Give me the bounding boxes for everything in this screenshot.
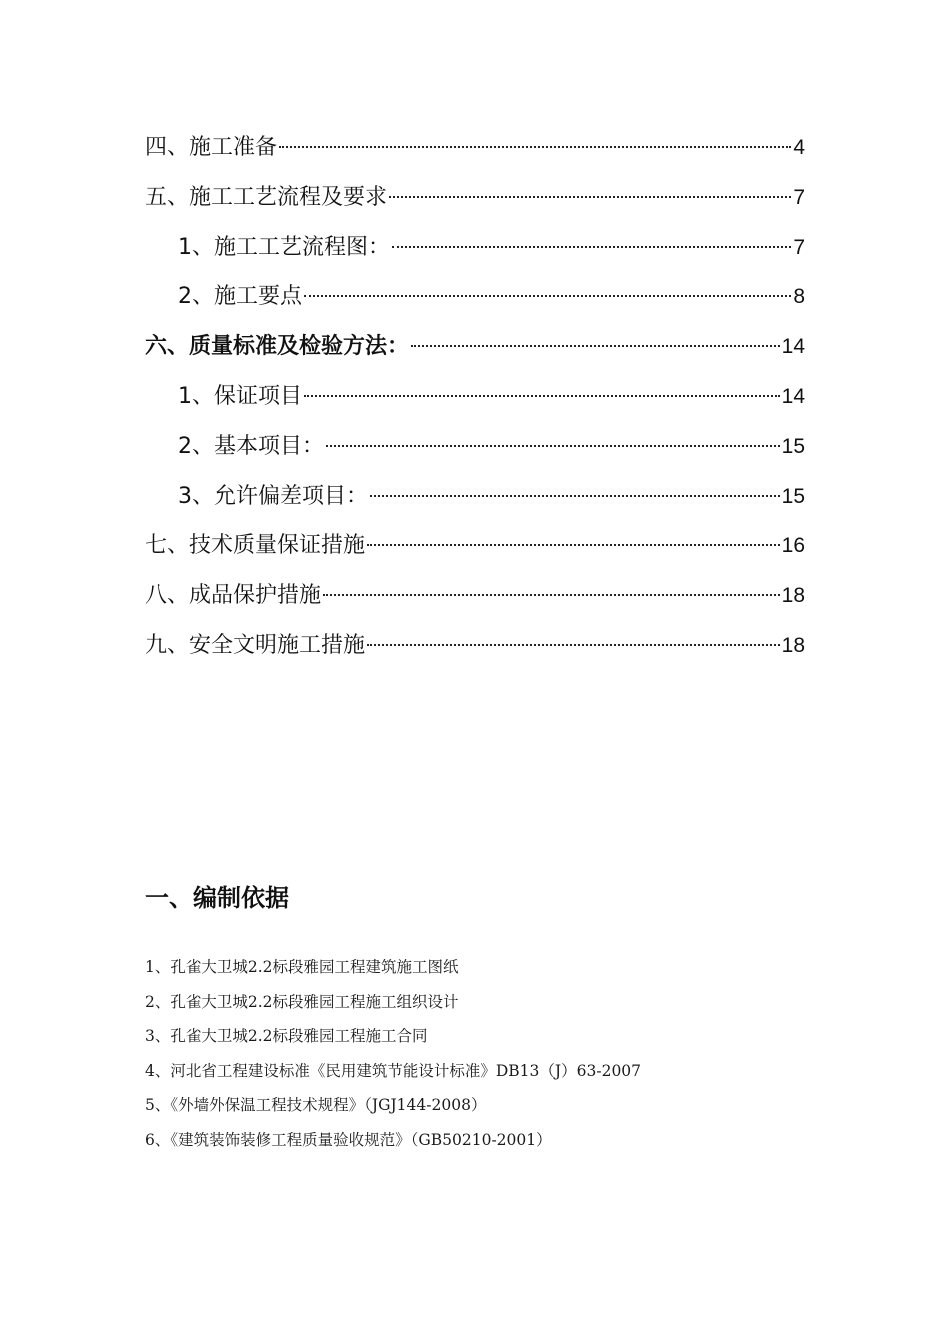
toc-entry[interactable] <box>145 526 805 576</box>
toc-dot-leader <box>326 445 780 447</box>
toc-page-number: 18 <box>781 584 805 608</box>
toc-dot-leader <box>279 146 791 148</box>
toc-entry-title: 八、成品保护措施 <box>145 583 322 609</box>
toc-entry-title: 3、允许偏差项目： <box>178 483 368 509</box>
toc-dot-leader <box>389 196 791 198</box>
toc-dot-leader <box>304 295 791 297</box>
toc-subentry[interactable] <box>145 427 805 477</box>
toc-page-number: 4 <box>793 136 805 159</box>
toc-page-number: 16 <box>781 534 805 558</box>
toc-entry-title: 1、保证项目 <box>178 383 302 409</box>
toc-entry[interactable] <box>145 128 805 178</box>
toc-entry-title: 九、安全文明施工措施 <box>145 632 366 658</box>
reference-item: 3、孔雀大卫城2.2标段雅园工程施工合同 <box>145 1027 428 1046</box>
toc-page-number: 15 <box>781 484 805 508</box>
reference-list <box>145 950 845 1158</box>
toc-page-number: 14 <box>781 335 805 359</box>
toc-entry-title: 四、施工准备 <box>145 135 278 160</box>
toc-dot-leader <box>304 395 780 397</box>
toc-dot-leader <box>370 495 780 497</box>
toc-page-number: 7 <box>793 185 805 209</box>
toc-subentry[interactable] <box>145 377 805 427</box>
toc-subentry[interactable] <box>145 277 805 327</box>
toc-page-number: 14 <box>781 384 805 408</box>
toc-entry[interactable] <box>145 576 805 626</box>
toc-entry-title: 1、施工工艺流程图： <box>178 234 390 260</box>
toc-entry-title: 五、施工工艺流程及要求 <box>145 184 388 210</box>
toc-subentry[interactable] <box>145 477 805 527</box>
toc-entry[interactable] <box>145 327 805 377</box>
toc-page-number: 18 <box>781 633 805 657</box>
toc-entry-title: 六、质量标准及检验方法： <box>145 334 410 360</box>
reference-item: 2、孔雀大卫城2.2标段雅园工程施工组织设计 <box>145 992 459 1011</box>
toc-entry[interactable] <box>145 626 805 676</box>
toc-subentry[interactable] <box>145 228 805 278</box>
toc-dot-leader <box>367 544 780 546</box>
reference-item: 5、《外墙外保温工程技术规程》（JGJ144-2008） <box>145 1096 487 1115</box>
toc-entry-title: 七、技术质量保证措施 <box>145 533 366 559</box>
reference-item: 4、河北省工程建设标准《民用建筑节能设计标准》DB13（J）63-2007 <box>145 1061 642 1080</box>
section-heading: 一、编制依据 <box>145 884 289 913</box>
reference-item: 6、《建筑装饰装修工程质量验收规范》（GB50210-2001） <box>145 1130 552 1149</box>
toc-dot-leader <box>411 345 780 347</box>
table-of-contents <box>145 128 805 676</box>
toc-dot-leader <box>323 594 780 596</box>
toc-entry-title: 2、施工要点 <box>178 284 302 310</box>
reference-item: 1、孔雀大卫城2.2标段雅园工程建筑施工图纸 <box>145 958 459 976</box>
toc-page-number: 7 <box>793 235 805 259</box>
toc-page-number: 15 <box>781 434 805 458</box>
toc-entry[interactable] <box>145 178 805 228</box>
toc-dot-leader <box>367 644 780 646</box>
toc-page-number: 8 <box>793 285 805 309</box>
toc-dot-leader <box>392 246 791 248</box>
toc-entry-title: 2、基本项目： <box>178 433 324 459</box>
